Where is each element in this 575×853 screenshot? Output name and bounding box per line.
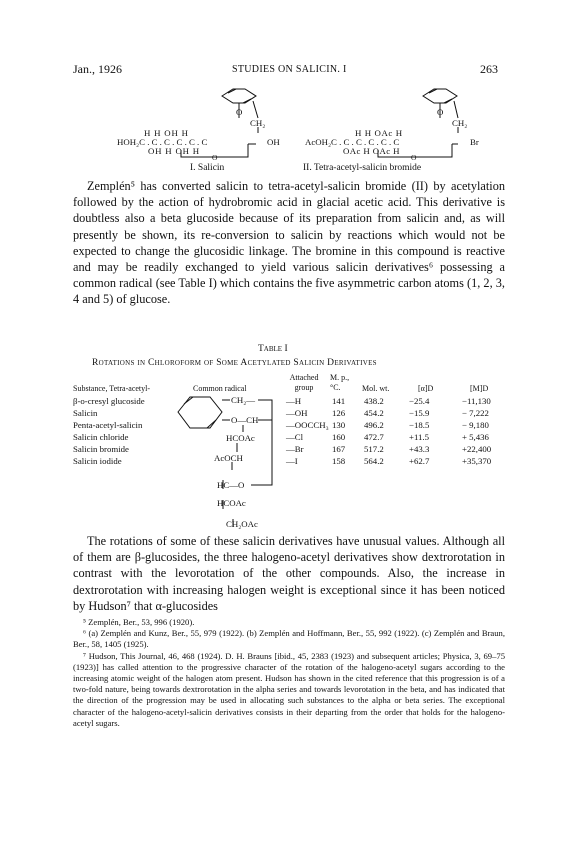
cell-molwt: 564.2	[364, 456, 384, 466]
table-title: Rotations in Chloroform of Some Acetylated Salicin Derivatives	[92, 358, 377, 368]
bromide-ch2: CH₂	[452, 118, 468, 128]
col-header-M: [M]D	[470, 384, 489, 393]
cell-mp: 130	[332, 420, 346, 430]
bromide-br: Br	[470, 137, 479, 147]
radical-benzene-ring	[178, 397, 222, 428]
benzene-ring-salicin	[222, 89, 256, 103]
bromide-o: O	[437, 107, 444, 117]
cell-mp: 126	[332, 408, 346, 418]
col-header-radical: Common radical	[193, 384, 247, 393]
body-paragraph-1: Zemplén⁵ has converted salicin to tetra-acetyl-salicin bromide (II) by acetylation followed by the action of hydrobromic acid in glacial acetic acid. This derivative is doubtless also a beta glucoside because of its preparation from salicin and, as will presently be shown, its re-conversion to salicin by reactions which would not be expected to change the glucosidic linkage. The bromine in this compound is reactive and may be readily exchanged to yield various salicin derivatives⁶ possessing a common radical (see Table I) which contains the five asymmetric carbon atoms (1, 2, 3, 4 and 5) of glucose.	[73, 179, 505, 307]
cell-molwt: 472.7	[364, 432, 384, 442]
cell-alpha: +11.5	[409, 432, 430, 442]
radical-acoch: AcOCH	[214, 453, 243, 463]
salicin-ring-o: O	[212, 153, 218, 162]
cell-molwt: 496.2	[364, 420, 384, 430]
col-header-alpha: [α]D	[418, 384, 434, 393]
cell-mp: 160	[332, 432, 346, 442]
cell-group: —Br	[286, 444, 304, 454]
footnotes	[73, 617, 505, 729]
cell-alpha: −15.9	[409, 408, 430, 418]
radical-ch2oac: CH₂OAc	[226, 519, 258, 529]
cell-substance: Salicin chloride	[73, 432, 129, 442]
cell-substance: Salicin	[73, 408, 98, 418]
radical-ch2: CH₂—	[231, 395, 256, 405]
cell-group: —H	[286, 396, 302, 406]
bromide-caption: II. Tetra-acetyl-salicin bromide	[303, 163, 422, 173]
cell-alpha: −18.5	[409, 420, 430, 430]
header-title: STUDIES ON SALICIN. I	[232, 64, 347, 75]
cell-group: —Cl	[286, 432, 304, 442]
salicin-line1: H H OH H	[144, 128, 189, 138]
header-date: Jan., 1926	[73, 62, 122, 76]
radical-o-ch: O—CH	[231, 415, 259, 425]
col-header-mp: M. p., °C.	[330, 373, 350, 392]
col-header-substance: Substance, Tetra-acetyl-	[73, 384, 151, 393]
footnote-5: ⁵ Zemplén, Ber., 53, 996 (1920).	[83, 617, 195, 627]
cell-substance: Salicin bromide	[73, 444, 129, 454]
cell-alpha: +62.7	[409, 456, 430, 466]
cell-alpha: −25.4	[409, 396, 430, 406]
cell-M: − 9,180	[462, 420, 489, 430]
salicin-o: O	[236, 107, 243, 117]
cell-group: —I	[286, 456, 298, 466]
radical-hcoac-2: HCOAc	[217, 498, 246, 508]
cell-substance: β-o-cresyl glucoside	[73, 396, 145, 406]
cell-M: + 5,436	[462, 432, 489, 442]
footnote-6: ⁶ (a) Zemplén and Kunz, Ber., 55, 979 (1922). (b) Zemplén and Hoffmann, Ber., 55, 992 (1922). (c) Zemplén and Braun, Ber., 58, 1405 (1925).	[73, 628, 505, 650]
body-paragraph-2: The rotations of some of these salicin derivatives have unusual values. Although all of them are β-glucosides, the three halogeno-acetyl derivatives show dextrorotation in contrast with the levorotation of the other compounds. Also, the increase in dextrorotation with increasing halogen weight is exceptional since it has been noticed by Hudson⁷ that α-glucosides	[73, 534, 505, 613]
cell-alpha: +43.3	[409, 444, 430, 454]
cell-molwt: 438.2	[364, 396, 384, 406]
col-header-attached: Attached group	[289, 373, 319, 392]
cell-M: − 7,222	[462, 408, 489, 418]
salicin-oh: OH	[267, 137, 280, 147]
radical-hcoac-1: HCOAc	[226, 433, 255, 443]
cell-molwt: 517.2	[364, 444, 384, 454]
salicin-line2: HOH₂C . C . C . C . C . C	[117, 137, 208, 147]
cell-M: −11,130	[462, 396, 491, 406]
cell-substance: Salicin iodide	[73, 456, 122, 466]
bromide-line3: OAc H OAc H	[343, 146, 400, 156]
salicin-line3: OH H OH H	[148, 146, 200, 156]
cell-group: —OH	[286, 408, 308, 418]
page-number: 263	[480, 62, 498, 76]
salicin-ch2: CH₂	[250, 118, 266, 128]
bromide-ring-o: O	[411, 153, 417, 162]
cell-mp: 141	[332, 396, 346, 406]
table-label: Table I	[258, 344, 288, 354]
bromide-line1: H H OAc H	[355, 128, 403, 138]
cell-mp: 167	[332, 444, 346, 454]
cell-substance: Penta-acetyl-salicin	[73, 420, 143, 430]
benzene-ring-bromide	[423, 89, 457, 103]
salicin-caption: I. Salicin	[190, 163, 225, 173]
col-header-molwt: Mol. wt.	[362, 384, 390, 393]
cell-M: +35,370	[462, 456, 492, 466]
radical-hc-o: HC—O	[217, 480, 245, 490]
bromide-line2: AcOH₂C . C . C . C . C . C	[305, 137, 400, 147]
footnote-7: ⁷ Hudson, This Journal, 46, 468 (1924). D. H. Brauns [ibid., 45, 2383 (1923) and subsequent articles; Physica, 3, 69–75 (1923)] has called attention to the progressive character of the rotation of the halogeno-acetyl sugars according to the increasing atomic weight of the halogen atom present. Hudson has shown in the cited reference that this progression is of a two-fold nature, being towards dextrorotation in the alpha series and towards levorotation in the beta, and has indicated that the direction of the progression may be used in allocating such substances to the alpha or beta series. The exceptional character of the halogeno-acetyl-salicin derivatives consists in their departing from the order that holds for the halogeno-acetyl sugars.	[73, 650, 505, 728]
cell-molwt: 454.2	[364, 408, 384, 418]
cell-mp: 158	[332, 456, 346, 466]
cell-M: +22,400	[462, 444, 492, 454]
cell-group: —OOCCH₃	[286, 420, 329, 430]
